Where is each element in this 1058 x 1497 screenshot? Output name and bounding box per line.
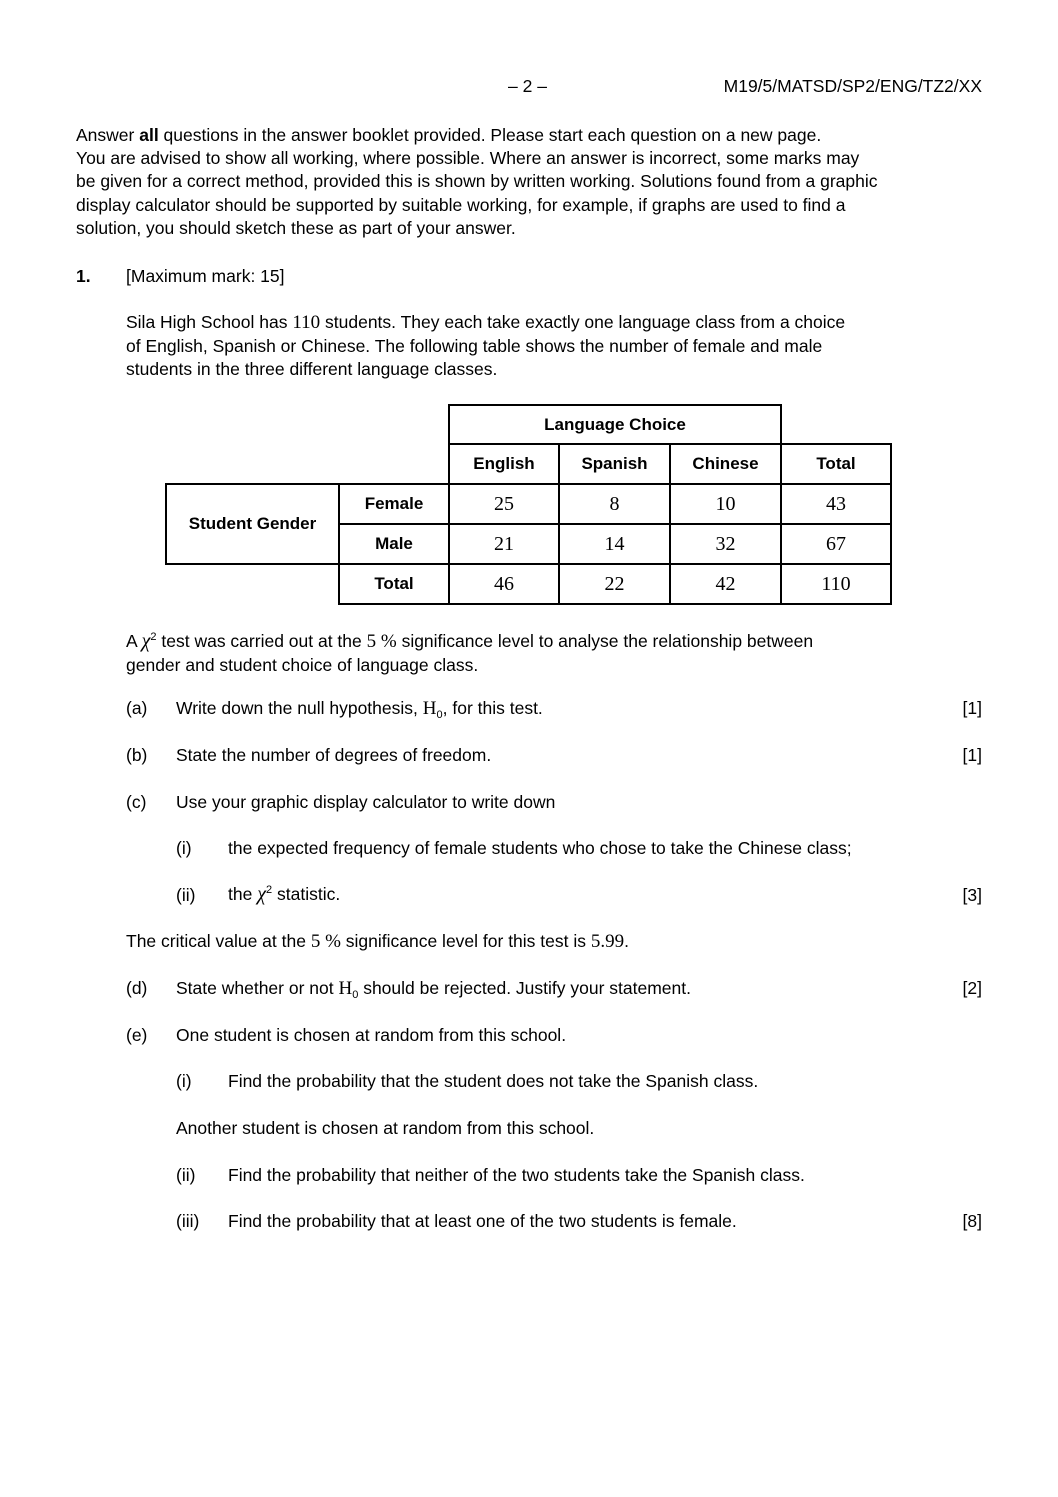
cell-female-chinese: 10 xyxy=(715,492,736,515)
part-d-label: (d) xyxy=(126,978,148,998)
page-number: – 2 – xyxy=(508,76,547,96)
part-c-text: Use your graphic display calculator to write down xyxy=(176,792,556,812)
cell-total-chinese: 42 xyxy=(715,572,736,595)
cell-female-english: 25 xyxy=(494,492,514,515)
intro-line1-a: Sila High School has xyxy=(126,312,293,332)
intro-line3: students in the three different language classes. xyxy=(126,359,498,379)
intro-student-count: 110 xyxy=(292,312,321,333)
part-c-ii-text-b: statistic. xyxy=(272,884,341,904)
part-d-text-b: should be rejected. Justify your statement. xyxy=(358,978,691,998)
cell-female-total: 43 xyxy=(826,492,846,515)
intro-line2: of English, Spanish or Chinese. The following table shows the number of female and male xyxy=(126,335,823,356)
part-e-label: (e) xyxy=(126,1025,148,1045)
part-d-text-a: State whether or not xyxy=(176,978,339,998)
chi-superscript: 2 xyxy=(150,631,157,643)
header-chinese: Chinese xyxy=(692,454,759,473)
part-b-text: State the number of degrees of freedom. xyxy=(176,745,492,765)
instructions-line1: questions in the answer booklet provided. Please start each question on a new page. xyxy=(158,125,822,145)
instructions-line4: display calculator should be supported by suitable working, for example, if graphs are used to find a xyxy=(76,194,846,215)
max-mark: [Maximum mark: 15] xyxy=(126,266,285,286)
paper-code: M19/5/MATSD/SP2/ENG/TZ2/XX xyxy=(723,76,982,96)
cell-male-english: 21 xyxy=(494,532,514,555)
crit-text-c: . xyxy=(624,931,629,951)
part-e-ii-text: Find the probability that neither of the two students take the Spanish class. xyxy=(228,1165,805,1185)
part-a-text-b: , for this test. xyxy=(442,698,543,718)
instructions-line2: You are advised to show all working, where possible. Where an answer is incorrect, some marks may xyxy=(76,148,860,169)
part-c-label: (c) xyxy=(126,792,147,812)
null-hypothesis-subscript: 0 xyxy=(436,709,443,721)
part-c-i-text: the expected frequency of female students who chose to take the Chinese class; xyxy=(228,838,852,858)
cell-total-spanish: 22 xyxy=(604,572,625,595)
part-e-i-label: (i) xyxy=(176,1071,192,1091)
instructions-line3: be given for a correct method, provided this is shown by written working. Solutions found from a graphic xyxy=(76,171,878,192)
null-hypothesis-symbol: H xyxy=(422,698,437,719)
null-hypothesis-subscript-2: 0 xyxy=(352,989,359,1001)
instructions-line5: solution, you should sketch these as part of your answer. xyxy=(76,217,516,238)
cell-male-total: 67 xyxy=(826,532,846,555)
row-header-male: Male xyxy=(375,534,413,553)
part-a-mark: [1] xyxy=(962,698,982,718)
part-e-text: One student is chosen at random from this school. xyxy=(176,1025,567,1045)
chi-text-a: A xyxy=(126,631,142,651)
critical-value: 5.99 xyxy=(590,931,625,952)
part-c-i-label: (i) xyxy=(176,838,192,858)
cell-male-chinese: 32 xyxy=(715,532,736,555)
null-hypothesis-symbol-2: H xyxy=(338,978,353,999)
cell-male-spanish: 14 xyxy=(604,532,625,555)
part-e-iii-text: Find the probability that at least one of the two students is female. xyxy=(228,1211,737,1231)
chi-superscript-2: 2 xyxy=(266,884,273,896)
instructions xyxy=(76,124,986,240)
header-total: Total xyxy=(816,454,856,473)
part-e-mark: [8] xyxy=(962,1211,982,1231)
cell-total-english: 46 xyxy=(494,572,514,595)
crit-significance: 5 % xyxy=(310,931,341,952)
part-c-ii-label: (ii) xyxy=(176,885,196,905)
part-c-mark: [3] xyxy=(962,885,982,905)
question-intro xyxy=(126,311,986,382)
instructions-bold-all: all xyxy=(139,125,159,145)
significance-level: 5 % xyxy=(366,631,397,652)
header-english: English xyxy=(473,454,535,473)
part-d-mark: [2] xyxy=(962,978,982,998)
crit-text-b: significance level for this test is xyxy=(340,931,591,951)
part-d-text xyxy=(176,978,691,1001)
row-group-student-gender: Student Gender xyxy=(188,514,317,533)
intro-line1-b: students. They each take exactly one language class from a choice xyxy=(320,312,846,332)
chi-text-b: test was carried out at the xyxy=(156,631,367,651)
part-a-text xyxy=(176,698,543,721)
chi-line2: gender and student choice of language class. xyxy=(126,654,479,675)
part-b-mark: [1] xyxy=(962,745,982,765)
crit-text-a: The critical value at the xyxy=(126,931,311,951)
header-language-choice: Language Choice xyxy=(544,414,686,434)
cell-total-total: 110 xyxy=(821,572,851,595)
part-c-ii-text xyxy=(228,883,340,906)
chi-symbol-2: χ xyxy=(257,883,267,905)
part-e-another: Another student is chosen at random from this school. xyxy=(176,1118,595,1138)
part-e-iii-label: (iii) xyxy=(176,1211,200,1231)
part-e-i-text: Find the probability that the student does not take the Spanish class. xyxy=(228,1071,759,1091)
part-a-label: (a) xyxy=(126,698,148,718)
part-c-ii-text-a: the xyxy=(228,884,258,904)
chi-symbol: χ xyxy=(141,630,151,652)
instructions-prefix: Answer xyxy=(76,125,140,145)
question-number: 1. xyxy=(76,266,91,286)
part-e-ii-label: (ii) xyxy=(176,1165,196,1185)
chi-text-c: significance level to analyse the relationship between xyxy=(396,631,814,651)
critical-value-text xyxy=(126,931,629,953)
chi-squared-paragraph xyxy=(126,626,986,677)
row-header-female: Female xyxy=(364,494,424,513)
header-spanish: Spanish xyxy=(581,454,648,473)
part-b-label: (b) xyxy=(126,745,148,765)
row-header-total: Total xyxy=(374,574,414,593)
part-a-text-a: Write down the null hypothesis, xyxy=(176,698,423,718)
cell-female-spanish: 8 xyxy=(609,492,620,515)
